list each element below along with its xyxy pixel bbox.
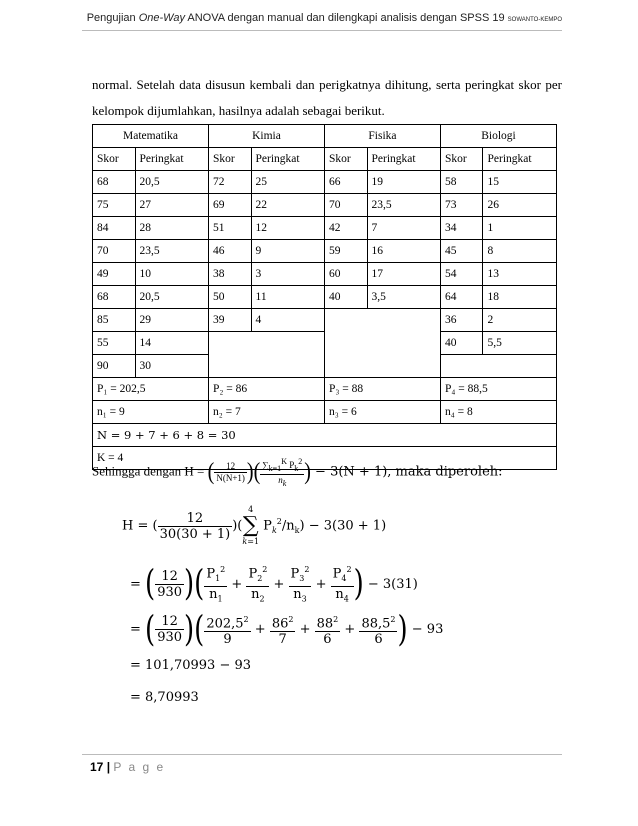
equation-1-rhs: − 3(30 + 1) — [308, 518, 387, 534]
table-cell: 70 — [93, 240, 136, 263]
page-footer: 17 | P a g e — [90, 760, 166, 774]
table-cell: 13 — [483, 263, 557, 286]
p-sum-cell: P₃ = 88 — [324, 378, 440, 401]
n-count-cell: n₁ = 9 — [93, 401, 209, 424]
table-cell: 26 — [483, 194, 557, 217]
n-count-cell: n₂ = 7 — [208, 401, 324, 424]
group-header: Biologi — [440, 125, 556, 148]
header-author: SOWANTO-KEMPO — [507, 17, 562, 23]
table-cell: 15 — [483, 171, 557, 194]
page-label: P a g e — [113, 760, 166, 774]
header-text-italic: One-Way — [138, 12, 185, 24]
n-count-cell: n₄ = 8 — [440, 401, 556, 424]
table-cell: 20,5 — [135, 286, 208, 309]
table-row — [93, 194, 557, 217]
p-sum-cell: P₄ = 88,5 — [440, 378, 556, 401]
table-cell: 46 — [208, 240, 251, 263]
table-cell: 36 — [440, 309, 483, 332]
table-cell: 34 — [440, 217, 483, 240]
table-cell: 23,5 — [135, 240, 208, 263]
table-cell: 7 — [367, 217, 440, 240]
table-cell: 8 — [483, 240, 557, 263]
table-row — [93, 263, 557, 286]
col-header: Skor — [440, 148, 483, 171]
header-divider — [82, 30, 562, 31]
table-cell: 73 — [440, 194, 483, 217]
table-cell: 40 — [440, 332, 483, 355]
formula-intro-prefix: Sehingga dengan H = — [92, 463, 208, 479]
table-cell: 70 — [324, 194, 367, 217]
table-cell: 4 — [251, 309, 324, 332]
total-n-row — [93, 424, 557, 447]
table-cell: 60 — [324, 263, 367, 286]
col-header: Peringkat — [367, 148, 440, 171]
table-cell: 68 — [93, 171, 136, 194]
table-cell: 54 — [440, 263, 483, 286]
table-cell: 69 — [208, 194, 251, 217]
table-cell: 29 — [135, 309, 208, 332]
table-cell: 45 — [440, 240, 483, 263]
table-cell: 20,5 — [135, 171, 208, 194]
group-header-row — [93, 125, 557, 148]
table-cell: 11 — [251, 286, 324, 309]
table-cell: 22 — [251, 194, 324, 217]
subheader-row — [93, 148, 557, 171]
table-cell: 85 — [93, 309, 136, 332]
group-header: Matematika — [93, 125, 209, 148]
empty-cell — [324, 309, 440, 378]
table-cell: 68 — [93, 286, 136, 309]
table-cell: 25 — [251, 171, 324, 194]
table-cell: 58 — [440, 171, 483, 194]
table-cell: 49 — [93, 263, 136, 286]
total-n-cell: N = 9 + 7 + 6 + 8 = 30 — [93, 424, 557, 447]
col-header: Peringkat — [483, 148, 557, 171]
table-cell: 9 — [251, 240, 324, 263]
table-cell: 55 — [93, 332, 136, 355]
table-cell: 75 — [93, 194, 136, 217]
p-sum-cell: P₂ = 86 — [208, 378, 324, 401]
table-cell: 23,5 — [367, 194, 440, 217]
table-cell: 5,5 — [483, 332, 557, 355]
equation-line-5: = 8,70993 — [130, 690, 199, 705]
equation-line-3: = ( $\frac{12}{930}$ )( $\frac{202,5^2}{9}$ + $\frac{86^2}{7}$ + $\frac{88^2}{6}$ + $\frac{88,5^2}{6}$ ) − 93 — [130, 609, 444, 650]
table-cell: 90 — [93, 355, 136, 378]
table-cell: 38 — [208, 263, 251, 286]
table-cell: 14 — [135, 332, 208, 355]
table-cell: 3 — [251, 263, 324, 286]
table-cell: 50 — [208, 286, 251, 309]
table-cell: 40 — [324, 286, 367, 309]
group-header: Kimia — [208, 125, 324, 148]
table-cell: 64 — [440, 286, 483, 309]
table-cell: 16 — [367, 240, 440, 263]
page-header — [87, 12, 562, 24]
table-cell: 10 — [135, 263, 208, 286]
rank-table — [92, 124, 557, 470]
header-text-prefix: Pengujian — [86, 12, 139, 24]
col-header: Skor — [208, 148, 251, 171]
body-paragraph: normal. Setelah data disusun kembali dan perigkatnya dihitung, serta peringkat skor per kelompok dijumlahkan, hasilnya adalah sebagai berikut. — [92, 77, 562, 118]
table-cell: 66 — [324, 171, 367, 194]
n-row — [93, 401, 557, 424]
header-text-rest: ANOVA dengan manual dan dilengkapi analisis dengan SPSS 19 — [184, 12, 508, 24]
table-cell: 42 — [324, 217, 367, 240]
table-cell: 28 — [135, 217, 208, 240]
table-row — [93, 286, 557, 309]
table-cell: 27 — [135, 194, 208, 217]
table-cell: 84 — [93, 217, 136, 240]
equation-3-rhs: − 93 — [411, 622, 444, 638]
k-cell: K = 4 — [93, 447, 557, 470]
footer-divider — [82, 754, 562, 755]
table-cell: 2 — [483, 309, 557, 332]
table-cell: 12 — [251, 217, 324, 240]
table-cell: 19 — [367, 171, 440, 194]
table-cell: 1 — [483, 217, 557, 240]
col-header: Peringkat — [251, 148, 324, 171]
table-cell: 18 — [483, 286, 557, 309]
p-sum-cell: P₁ = 202,5 — [93, 378, 209, 401]
empty-cell — [440, 355, 556, 378]
equation-line-4: = 101,70993 − 93 — [130, 658, 252, 673]
table-row — [93, 240, 557, 263]
table-cell: 39 — [208, 309, 251, 332]
table-cell: 72 — [208, 171, 251, 194]
table-row — [93, 217, 557, 240]
formula-intro-suffix: − 3(N + 1), maka diperoleh: — [310, 464, 503, 480]
formula-intro: Sehingga dengan H = ( $\frac{12}{N(N+1)}$ )( $\frac{\sum_{k=1}^K P_k^2}{n_k}$ ) − 3(N + 1), maka diperoleh: — [92, 457, 503, 488]
col-header: Peringkat — [135, 148, 208, 171]
table-cell: 59 — [324, 240, 367, 263]
p-row — [93, 378, 557, 401]
table-cell: 30 — [135, 355, 208, 378]
equation-line-1: H = ( $\frac{12}{30(30 + 1)}$ )( 4 ∑ k=1 $P_k^2/n_k) - 3(30 + 1)$ — [122, 505, 387, 546]
group-header: Fisika — [324, 125, 440, 148]
page-number: 17 — [90, 760, 104, 774]
table-row — [93, 171, 557, 194]
empty-cell — [208, 332, 324, 378]
table-cell: 17 — [367, 263, 440, 286]
equation-2-rhs: − 3(31) — [367, 576, 418, 592]
table-row — [93, 309, 557, 332]
col-header: Skor — [93, 148, 136, 171]
table-cell: 3,5 — [367, 286, 440, 309]
equation-line-2: = ( $\frac{12}{930}$ )( $\frac{P_1^2}{n_1}$ + $\frac{P_2^2}{n_2}$ + $\frac{P_3^2}{n_3}$ + $\frac{P_4^2}{n_4}$ ) − 3(31) — [130, 562, 418, 607]
n-count-cell: n₃ = 6 — [324, 401, 440, 424]
col-header: Skor — [324, 148, 367, 171]
table-cell: 51 — [208, 217, 251, 240]
